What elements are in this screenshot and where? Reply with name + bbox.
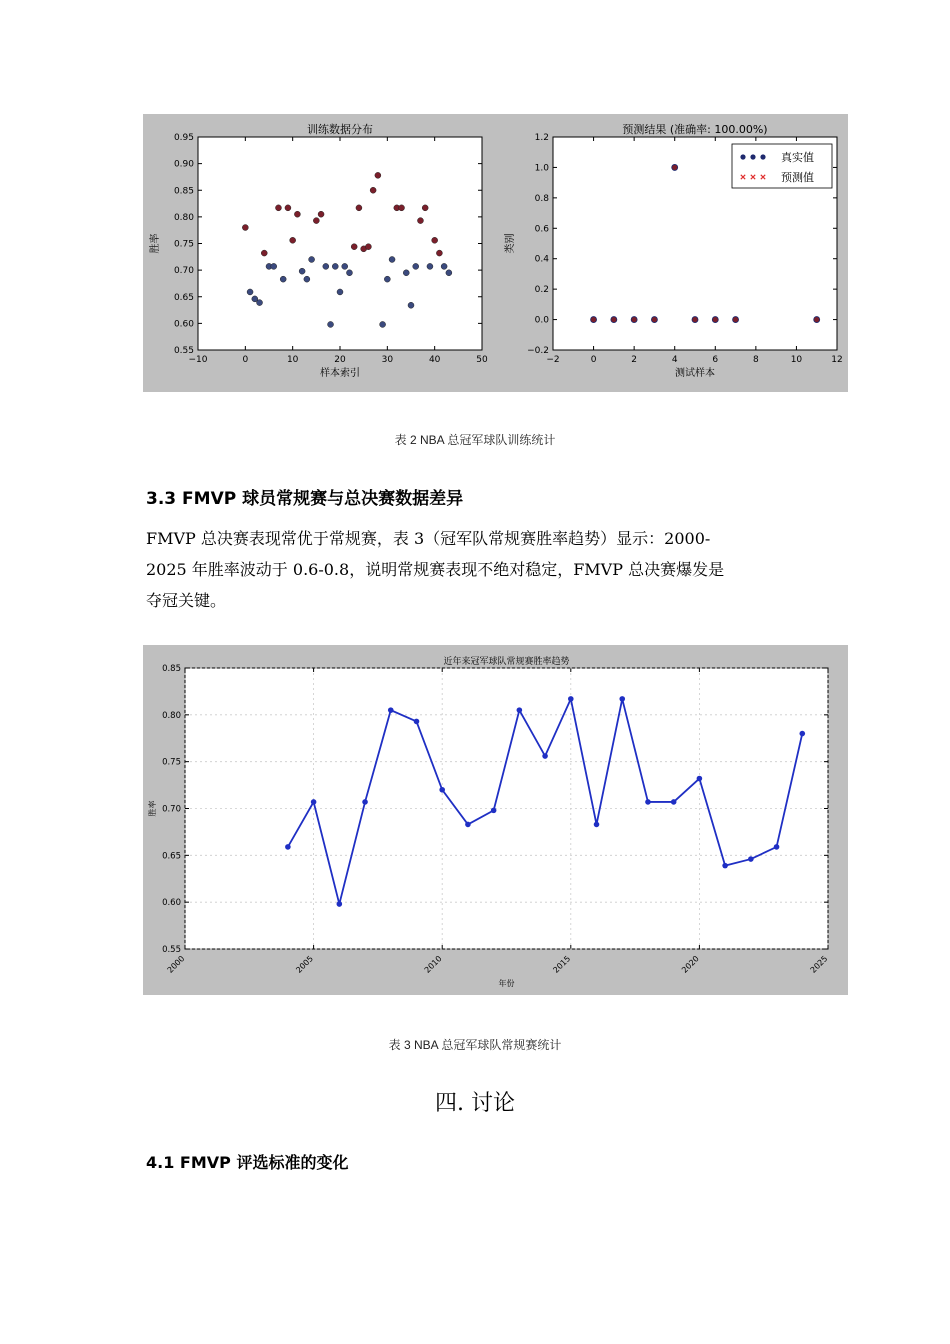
left-chart-xtick-label: 50	[476, 355, 488, 365]
trend-point	[285, 844, 291, 850]
left-chart-point	[290, 237, 296, 243]
caption-table2: 表 2 NBA 总冠军球队训练统计	[394, 433, 556, 447]
right-chart-xlabel: 测试样本	[675, 368, 715, 379]
left-chart-point	[389, 256, 395, 262]
left-chart-point	[299, 268, 305, 274]
right-chart-xtick-label: 4	[671, 355, 678, 365]
left-chart-point	[422, 205, 428, 211]
figure2-svg	[143, 645, 848, 995]
left-chart-ylabel: 胜率	[150, 233, 161, 254]
trend-point	[439, 787, 445, 793]
trend-point	[362, 799, 368, 805]
right-chart-point	[631, 317, 637, 323]
left-chart-point	[408, 302, 414, 308]
trend-point	[799, 731, 805, 737]
right-chart-title: 预测结果 (准确率: 100.00%)	[622, 123, 768, 136]
left-chart-xlabel: 样本索引	[320, 368, 360, 379]
trend-chart-xtick-label: 2000	[165, 954, 187, 975]
right-chart-xtick-label: 10	[790, 355, 803, 365]
left-chart-point	[337, 289, 343, 295]
right-chart-xtick-label: 8	[752, 355, 759, 365]
left-chart-point	[365, 244, 371, 250]
right-chart-point	[733, 317, 739, 323]
trend-chart-title: 近年来冠军球队常规赛胜率趋势	[443, 657, 570, 667]
trend-point	[491, 808, 497, 814]
left-chart-point	[280, 276, 286, 282]
right-chart-point	[591, 317, 597, 323]
right-chart-ytick-label: 0.0	[534, 315, 549, 326]
legend-marker-circle	[760, 154, 765, 159]
trend-chart-ytick-label: 0.65	[162, 851, 181, 862]
trend-point	[774, 844, 780, 850]
left-chart-ytick-label: 0.65	[173, 292, 194, 303]
trend-point	[517, 707, 523, 713]
trend-point	[311, 799, 317, 805]
left-chart-title: 训练数据分布	[307, 123, 373, 136]
left-chart-point	[346, 270, 352, 276]
trend-chart-ytick-label: 0.60	[162, 898, 181, 909]
trend-chart-ytick-label: 0.70	[162, 804, 181, 815]
trend-chart-xtick-label: 2015	[551, 954, 573, 975]
left-chart-point	[323, 263, 329, 269]
left-chart-point	[375, 172, 381, 178]
trend-point	[594, 822, 600, 828]
trend-point	[568, 696, 574, 702]
trend-point	[671, 799, 677, 805]
trend-chart-ylabel: 胜率	[148, 800, 157, 817]
left-chart-xtick-label: 0	[242, 355, 249, 365]
left-chart-point	[271, 263, 277, 269]
legend-label-true: 真实值	[781, 151, 814, 164]
left-chart-point	[384, 276, 390, 282]
left-chart-ytick-label: 0.55	[173, 346, 194, 356]
left-chart-xtick-label: 10	[286, 355, 299, 365]
trend-chart-xlabel: 年份	[498, 979, 515, 988]
left-chart-ytick-label: 0.80	[173, 212, 194, 223]
right-chart-ytick-label: 0.4	[534, 254, 549, 265]
trend-point	[722, 863, 728, 869]
left-chart-ytick-label: 0.70	[173, 266, 194, 277]
left-chart-point	[436, 250, 442, 256]
right-chart-point	[651, 317, 657, 323]
trend-point	[465, 822, 471, 828]
left-chart-xtick-label: 30	[381, 355, 394, 365]
right-chart-point	[672, 164, 678, 170]
section-heading-3-3: 3.3 FMVP 球员常规赛与总决赛数据差异	[146, 489, 464, 509]
trend-point	[414, 719, 420, 725]
right-chart-ytick-label: 0.6	[534, 224, 549, 235]
left-chart-point	[432, 237, 438, 243]
figure1-svg	[143, 114, 848, 392]
right-chart-ytick-label: −0.2	[527, 346, 549, 356]
left-chart-xtick-label: −10	[188, 355, 208, 365]
trend-point	[542, 753, 548, 759]
right-chart-xtick-label: 6	[712, 355, 719, 365]
left-chart-point	[261, 250, 267, 256]
paragraph-line-2: 2025 年胜率波动于 0.6-0.8，说明常规赛表现不绝对稳定，FMVP 总决赛爆发是	[146, 560, 725, 579]
left-chart-point	[328, 321, 334, 327]
figure-training-prediction	[143, 114, 848, 392]
left-chart-point	[446, 270, 452, 276]
left-chart-xtick-label: 20	[334, 355, 346, 365]
left-chart-point	[285, 205, 291, 211]
figure-win-rate-trend	[143, 645, 848, 995]
left-chart-ytick-label: 0.95	[173, 133, 194, 143]
trend-chart-ytick-label: 0.85	[162, 664, 181, 674]
right-chart-xtick-label: 0	[590, 355, 597, 365]
right-chart-point	[692, 317, 698, 323]
paragraph-line-1: FMVP 总决赛表现常优于常规赛，表 3（冠军队常规赛胜率趋势）显示：2000-	[146, 529, 711, 548]
left-chart-point	[441, 263, 447, 269]
trend-point	[748, 856, 754, 862]
trend-point	[645, 799, 651, 805]
paragraph-line-3: 夺冠关键。	[146, 591, 227, 610]
left-chart-ytick-label: 0.85	[173, 186, 194, 197]
right-chart-ylabel: 类别	[505, 233, 516, 254]
chapter-heading: 四. 讨论	[435, 1091, 515, 1116]
left-chart-point	[399, 205, 405, 211]
right-chart-xtick-label: 12	[831, 355, 843, 365]
trend-point	[388, 707, 394, 713]
left-chart-plot-area	[198, 137, 482, 350]
right-chart-xtick-label: −2	[546, 355, 560, 365]
right-chart-ytick-label: 0.2	[534, 285, 549, 296]
left-chart-point	[356, 205, 362, 211]
right-chart-point	[712, 317, 718, 323]
left-chart-point	[417, 218, 423, 224]
left-chart-point	[318, 211, 324, 217]
right-chart-ytick-label: 1.0	[534, 163, 549, 174]
left-chart-point	[403, 270, 409, 276]
trend-point	[697, 776, 703, 782]
right-chart-point	[814, 317, 820, 323]
left-chart-point	[294, 211, 300, 217]
paragraph	[146, 523, 816, 616]
left-chart-point	[380, 321, 386, 327]
left-chart-point	[257, 300, 263, 306]
left-chart-point	[313, 218, 319, 224]
trend-chart-xtick-label: 2020	[680, 954, 701, 975]
left-chart-point	[351, 244, 357, 250]
right-chart-ytick-label: 1.2	[534, 133, 549, 143]
left-chart-point	[413, 263, 419, 269]
legend-marker-circle	[750, 154, 755, 159]
right-chart-ytick-label: 0.8	[534, 193, 549, 204]
trend-point	[337, 901, 343, 907]
left-chart-point	[332, 263, 338, 269]
legend-marker-circle	[740, 154, 745, 159]
left-chart-point	[309, 256, 315, 262]
trend-chart-xtick-label: 2005	[294, 954, 316, 975]
left-chart-point	[427, 263, 433, 269]
trend-chart-xtick-label: 2010	[422, 954, 444, 975]
right-chart-point	[611, 317, 617, 323]
caption-table3: 表 3 NBA 总冠军球队常规赛统计	[388, 1038, 562, 1052]
left-chart-point	[304, 276, 310, 282]
left-chart-xtick-label: 40	[428, 355, 441, 365]
trend-chart-xtick-label: 2025	[808, 954, 830, 975]
left-chart-point	[342, 263, 348, 269]
trend-chart-ytick-label: 0.75	[162, 757, 181, 768]
right-chart-xtick-label: 2	[631, 355, 638, 365]
left-chart-ytick-label: 0.75	[173, 239, 194, 250]
trend-point	[619, 696, 625, 702]
legend-label-pred: 预测值	[781, 171, 814, 184]
left-chart-ytick-label: 0.90	[173, 159, 194, 170]
subsection-heading-4-1: 4.1 FMVP 评选标准的变化	[146, 1153, 349, 1172]
trend-chart-ytick-label: 0.80	[162, 710, 181, 721]
left-chart-ytick-label: 0.60	[173, 319, 194, 330]
left-chart-point	[242, 225, 248, 231]
left-chart-point	[275, 205, 281, 211]
left-chart-point	[370, 187, 376, 193]
trend-chart-ytick-label: 0.55	[162, 945, 181, 955]
left-chart-point	[247, 289, 253, 295]
